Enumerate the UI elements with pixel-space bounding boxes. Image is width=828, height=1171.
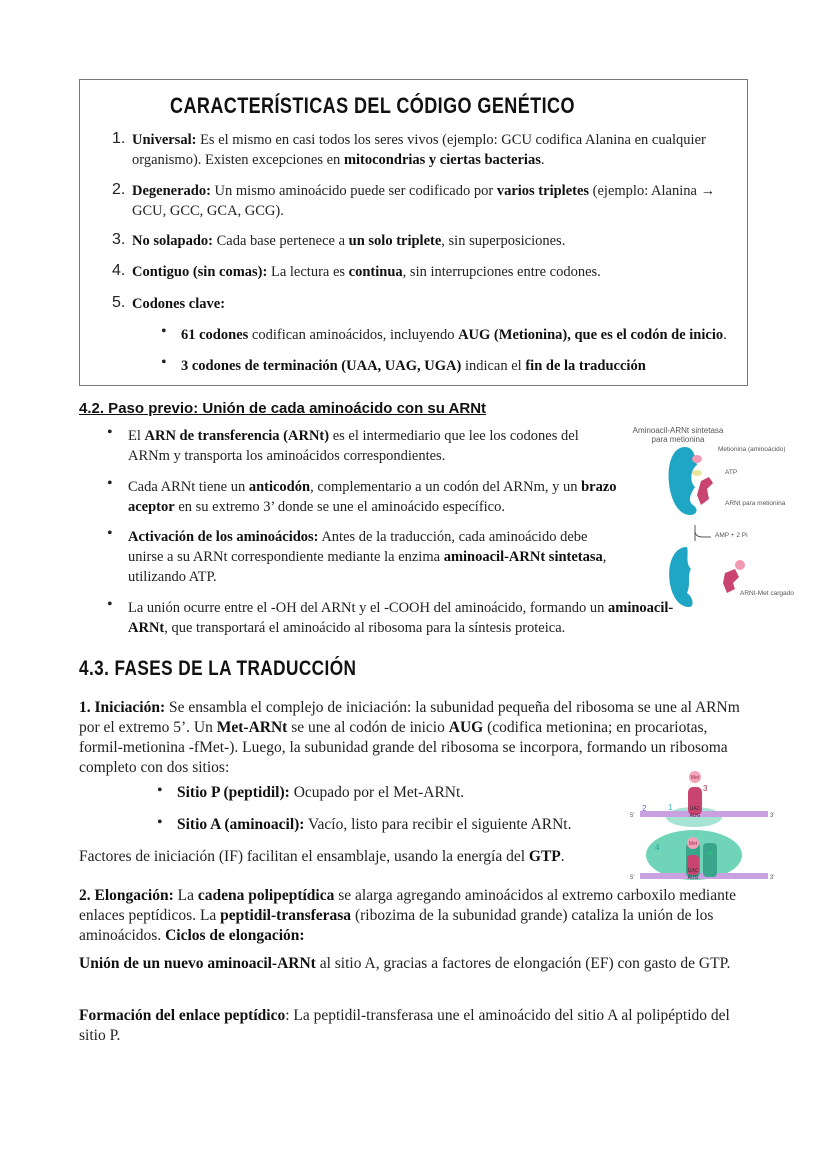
methionine-shape	[692, 455, 702, 463]
text: Antes de la traducción, cada aminoácido debe unirse a su ARNt correspondiente mediante la enzima	[128, 529, 588, 565]
bold-text: brazo aceptor	[128, 479, 617, 515]
text: Un mismo aminoácido puede ser codificado por	[210, 183, 497, 199]
bold-text: Ciclos de elongación:	[165, 927, 305, 944]
bullet: •	[107, 596, 113, 613]
methionine-label: Metionina (aminoácido)	[718, 446, 786, 453]
atp-shape	[692, 470, 702, 476]
text: (ribozima de la subunidad grande) cataliza la unión de los aminoácidos.	[79, 907, 714, 944]
text: es el intermediario que lee los codones del ARNm y transporta los aminoácidos correspondientes.	[128, 428, 579, 464]
sitio-p	[177, 783, 617, 803]
trna-shape	[697, 477, 713, 505]
bold-text: Codones clave:	[132, 296, 226, 312]
bullet-union	[128, 598, 688, 638]
bullet: •	[161, 323, 167, 340]
box-title: CARACTERÍSTICAS DEL CÓDIGO GENÉTICO	[170, 93, 575, 118]
text: se une al codón de inicio	[287, 719, 449, 736]
item-number: 2.	[112, 181, 126, 198]
bold-text: ARN de transferencia (ARNt)	[144, 428, 330, 444]
text: , complementario a un codón del ARNm, y un	[310, 479, 582, 495]
bullet: •	[161, 354, 167, 371]
bold-text: Universal:	[132, 132, 197, 148]
codon-label: AUG	[689, 813, 701, 819]
bullet: •	[157, 782, 163, 799]
item-codones-clave	[132, 294, 732, 314]
ribosome-initiation-figure	[622, 765, 782, 890]
item-number: 1.	[112, 130, 126, 147]
text: se alarga agregando aminoácidos al extremo carboxilo mediante enlaces peptídicos. La	[79, 887, 737, 924]
bold-text: aminoacil-ARNt	[128, 600, 674, 636]
section-4-2-heading: 4.2. Paso previo: Unión de cada aminoácido con su ARNt	[79, 400, 487, 417]
codon-label: AUG	[687, 875, 699, 881]
text: .	[723, 327, 727, 343]
anticodon-label: UAC	[689, 806, 701, 812]
text: (codifica metionina; en procariotas, formil-metionina -fMet-). Luego, la subunidad grande del ribosoma se incorpora, formando un ribosoma completo con dos sitios:	[79, 719, 728, 776]
text: indican el	[461, 358, 526, 374]
item-universal	[132, 130, 732, 170]
bullet: •	[107, 475, 113, 492]
bullet: •	[107, 424, 113, 441]
enzyme-label: Aminoacil-ARNt sintetasa para metionina	[632, 426, 724, 444]
subitem-61-codones	[181, 325, 741, 345]
bold-text: Contiguo (sin comas):	[132, 264, 268, 280]
text: Factores de iniciación (IF) facilitan el ensamblaje, usando la energía del	[79, 848, 529, 865]
text: .	[560, 848, 565, 865]
bold-text: un solo triplete	[348, 233, 442, 249]
text: al sitio A, gracias a factores de elongación (EF) con gasto de GTP.	[315, 955, 731, 972]
text: en su extremo 3’ donde se une el aminoácido específico.	[174, 499, 505, 515]
bold-text: AUG	[448, 719, 484, 736]
bold-text: Degenerado:	[132, 183, 211, 199]
text: La lectura es	[267, 264, 349, 280]
site-a-label: A	[708, 851, 712, 857]
bold-text: aminoacil-ARNt sintetasa	[443, 549, 603, 565]
bold-text: Sitio A (aminoacil):	[177, 816, 305, 833]
products-label: AMP + 2 Pi	[715, 532, 748, 539]
bold-text: 2. Elongación:	[79, 887, 174, 904]
item-contiguo	[132, 262, 732, 282]
union-paragraph	[79, 954, 749, 974]
bold-text: 61 codones	[181, 327, 249, 343]
text: La unión ocurre entre el -OH del ARNt y el -COOH del aminoácido, formando un	[128, 600, 608, 616]
sitio-a	[177, 815, 617, 835]
step-2-label: 2	[642, 804, 647, 813]
item-number: 3.	[112, 231, 126, 248]
formacion-paragraph	[79, 1006, 749, 1046]
text: Ocupado por el Met-ARNt.	[289, 784, 465, 801]
step-4-label: 4	[655, 843, 660, 852]
bold-text: continua	[348, 264, 403, 280]
three-prime-label: 3'	[770, 875, 775, 881]
bold-text: Activación de los aminoácidos:	[128, 529, 319, 545]
text: Es el mismo en casi todos los seres vivos (ejemplo: GCU codifica Alanina en cualquier organismo). Existen excepciones en	[132, 132, 706, 168]
bold-text: fin de la traducción	[525, 358, 646, 374]
trna-label: ARNt para metionina	[725, 500, 786, 507]
five-prime-label: 5'	[630, 813, 635, 819]
text: codifican aminoácidos, incluyendo	[248, 327, 459, 343]
section-4-3-heading: 4.3. FASES DE LA TRADUCCIÓN	[79, 657, 357, 680]
bold-text: varios tripletes	[496, 183, 590, 199]
text: Vacío, listo para recibir el siguiente ARNt.	[304, 816, 572, 833]
item-number: 4.	[112, 262, 126, 279]
aminoacyl-trna-synthetase-figure	[625, 425, 800, 615]
bullet-arnt	[128, 426, 618, 466]
bold-text: peptidil-transferasa	[220, 907, 352, 924]
bold-text: GTP	[528, 848, 561, 865]
bold-text: 1. Iniciación:	[79, 699, 166, 716]
met-label: Met	[688, 841, 698, 847]
text: , que transportará el aminoácido al ribosoma para la síntesis proteica.	[164, 620, 566, 636]
atp-label: ATP	[725, 469, 738, 476]
text: : La peptidil-transferasa une el aminoácido del sitio A al polipéptido del sitio P.	[79, 1007, 730, 1044]
mrna-strand	[640, 811, 768, 817]
bold-text: 3 codones de terminación (UAA, UAG, UGA)	[181, 358, 462, 374]
text: , sin interrupciones entre codones.	[402, 264, 601, 280]
step-1-label: 1	[668, 803, 673, 812]
bold-text: Met-ARNt	[216, 719, 288, 736]
text: .	[540, 152, 545, 168]
enzyme-shape	[669, 547, 692, 607]
text: Cada ARNt tiene un	[128, 479, 249, 495]
charged-trna-shape	[723, 569, 739, 593]
item-no-solapado	[132, 231, 732, 251]
text: (ejemplo: Alanina → GCU, GCC, GCA, GCG).	[132, 183, 716, 219]
bold-text: Unión de un nuevo aminoacil-ARNt	[79, 955, 316, 972]
bold-text: AUG (Metionina), que es el codón de inicio	[458, 327, 724, 343]
text: El	[128, 428, 145, 444]
text: La	[173, 887, 198, 904]
text: Se ensambla el complejo de iniciación: la subunidad pequeña del ribosoma se une al ARNm por el extremo 5’. Un	[79, 699, 740, 736]
text: Cada base pertenece a	[212, 233, 349, 249]
text: , sin superposiciones.	[441, 233, 566, 249]
bold-text: Formación del enlace peptídico	[79, 1007, 286, 1024]
three-prime-label: 3'	[770, 813, 775, 819]
bold-text: mitocondrias y ciertas bacterias	[343, 152, 541, 168]
text: , utilizando ATP.	[128, 549, 607, 585]
reaction-arrow	[695, 525, 711, 541]
bold-text: Sitio P (peptidil):	[177, 784, 290, 801]
bold-text: anticodón	[248, 479, 311, 495]
bullet: •	[157, 814, 163, 831]
a-site	[703, 843, 717, 877]
bullet: •	[107, 525, 113, 542]
bold-text: No solapado:	[132, 233, 213, 249]
anticodon-label: UAC	[687, 868, 699, 874]
item-degenerado	[132, 181, 732, 221]
methionine-shape	[735, 560, 745, 570]
met-label: Met	[690, 775, 700, 781]
factores-paragraph	[79, 847, 619, 867]
bullet-anticodon	[128, 477, 618, 517]
bullet-activacion	[128, 527, 618, 587]
five-prime-label: 5'	[630, 875, 635, 881]
charged-label: ARNt-Met cargado	[740, 590, 794, 597]
elongacion-paragraph	[79, 886, 749, 946]
step-3-label: 3	[703, 784, 708, 793]
bold-text: cadena polipeptídica	[197, 887, 335, 904]
item-number: 5.	[112, 294, 126, 311]
subitem-stop-codons	[181, 356, 741, 376]
